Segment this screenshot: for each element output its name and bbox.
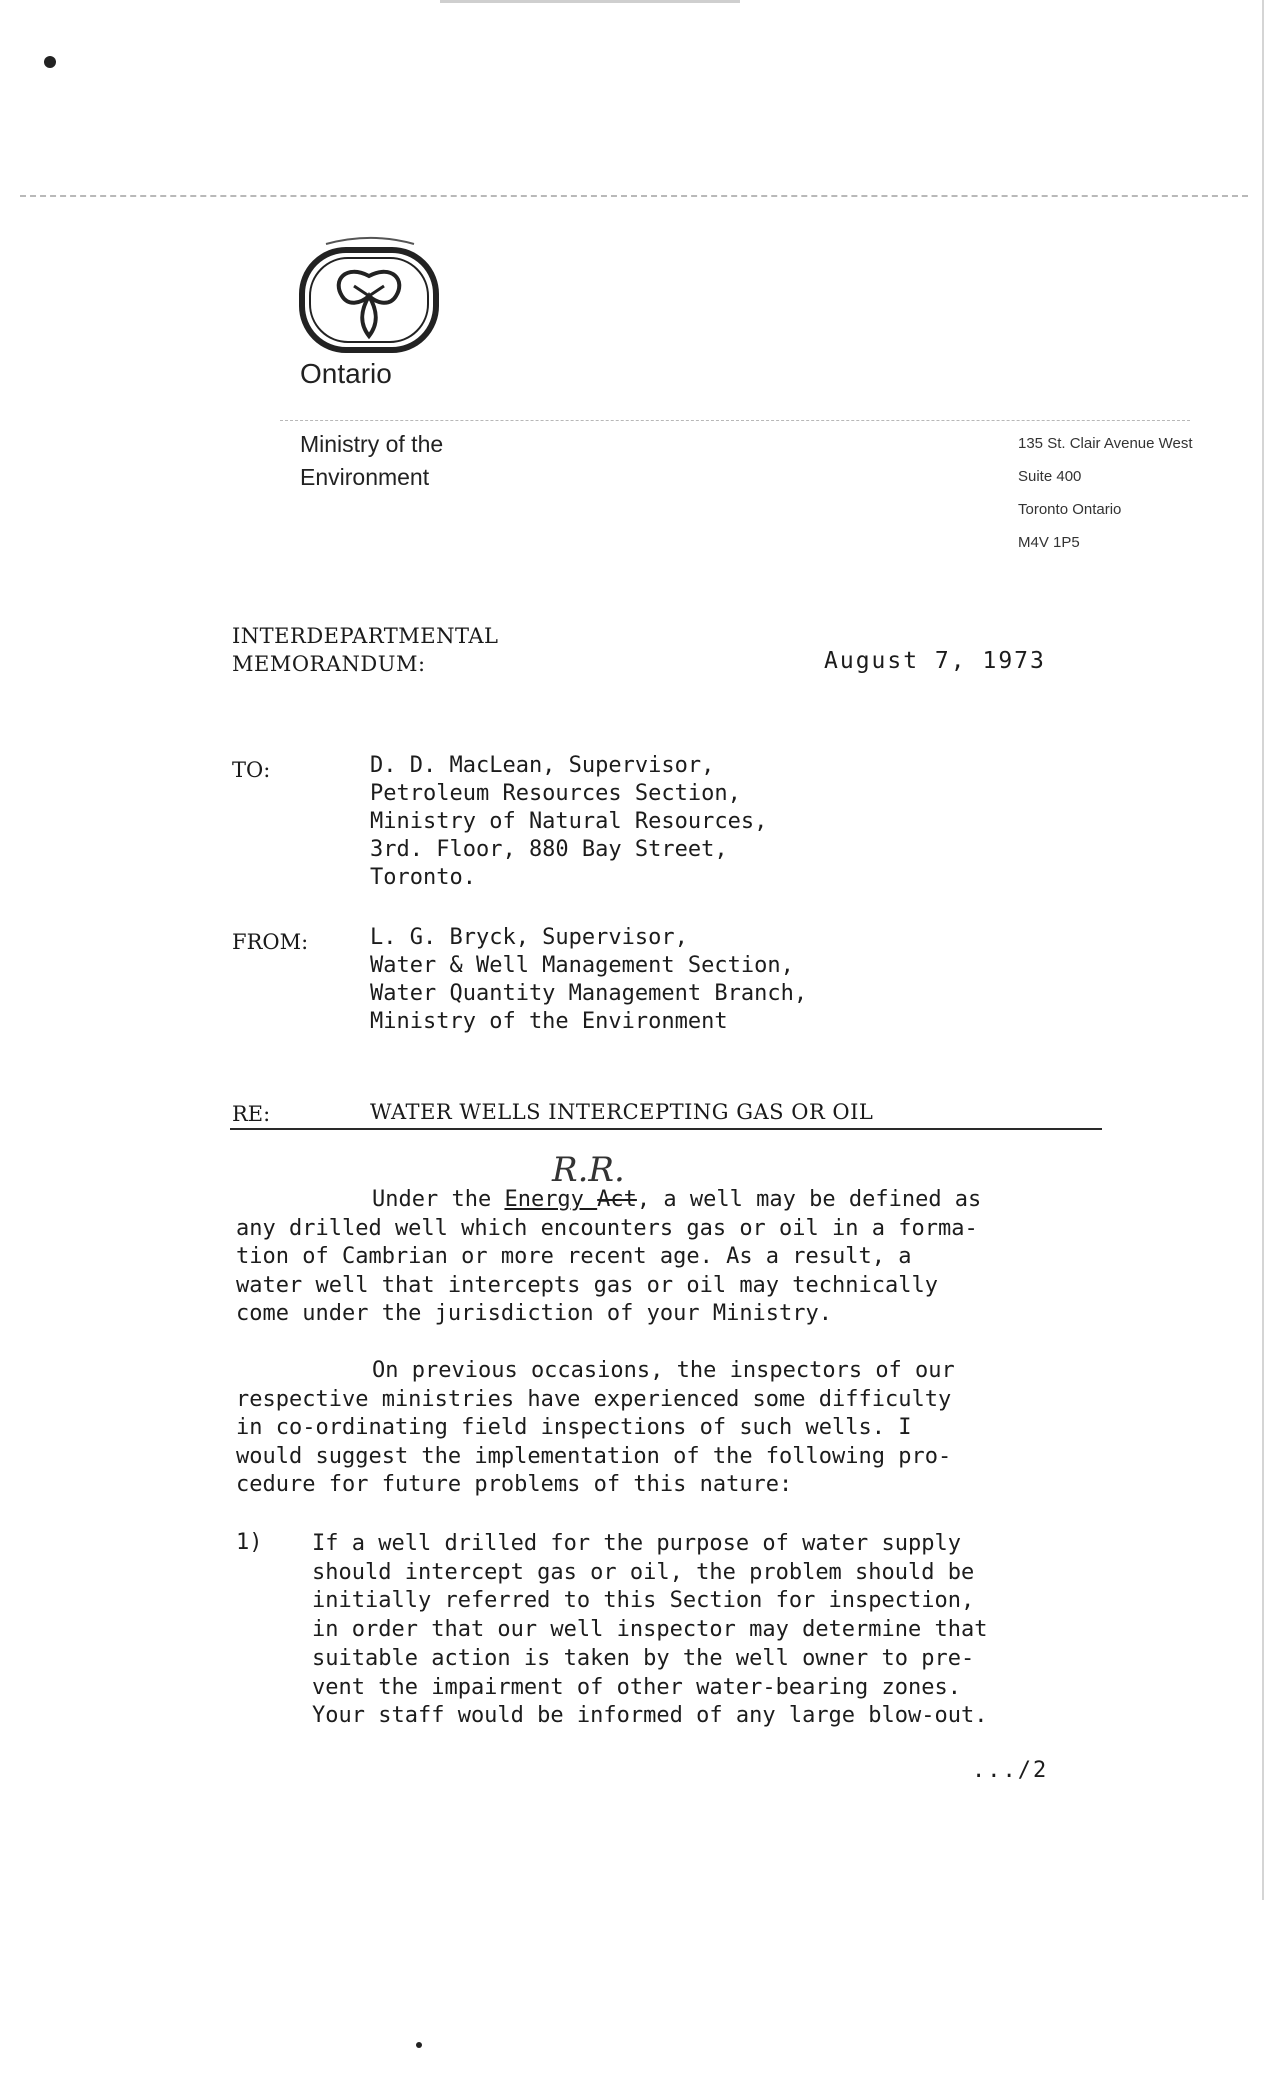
energy-act-struck: Act	[597, 1187, 637, 1212]
re-label: RE:	[232, 1102, 271, 1126]
text-fragment: Under the	[372, 1187, 505, 1212]
from-sender	[370, 924, 1190, 1036]
paragraph-line: suitable action is taken by the well owner to pre-	[312, 1645, 975, 1671]
sender-line: L. G. Bryck, Supervisor,	[370, 925, 688, 950]
from-label: FROM:	[232, 930, 309, 954]
recipient-line: D. D. MacLean, Supervisor,	[370, 753, 715, 778]
ink-speck	[416, 2042, 422, 2048]
to-recipient	[370, 752, 1190, 892]
to-label: TO:	[232, 758, 271, 782]
paragraph-line	[236, 1357, 1136, 1386]
paragraph-line: should intercept gas or oil, the problem should be	[312, 1559, 975, 1585]
address-line: 135 St. Clair Avenue West	[1018, 435, 1193, 452]
ink-speck	[44, 56, 56, 68]
ministry-line: Environment	[300, 464, 430, 490]
memo-title-line: INTERDEPARTMENTAL	[232, 624, 499, 648]
org-name: Ontario	[300, 358, 392, 389]
ontario-trillium-logo	[296, 234, 442, 356]
sender-line: Water & Well Management Section,	[370, 953, 794, 978]
paragraph-line: tion of Cambrian or more recent age. As a result, a	[236, 1244, 912, 1269]
text-fragment: On previous occasions, the inspectors of our	[372, 1358, 955, 1383]
memo-title-line: MEMORANDUM:	[232, 652, 426, 676]
address-line: Suite 400	[1018, 468, 1082, 485]
paragraph-energy-act	[236, 1186, 1136, 1329]
memo-title	[232, 622, 498, 678]
list-item-number: 1)	[236, 1530, 263, 1555]
scan-edge-right	[1262, 0, 1264, 1900]
address-line: M4V 1P5	[1018, 534, 1080, 551]
paragraph-line	[236, 1186, 1136, 1215]
recipient-line: Ministry of Natural Resources,	[370, 809, 768, 834]
letterhead-top-rule	[20, 195, 1248, 197]
recipient-line: Toronto.	[370, 865, 476, 890]
sender-line: Ministry of the Environment	[370, 1009, 728, 1034]
paragraph-line: water well that intercepts gas or oil may technically	[236, 1272, 938, 1298]
ministry-line: Ministry of the	[300, 431, 444, 457]
scan-artifact-top	[440, 0, 740, 3]
address-line: Toronto Ontario	[1018, 501, 1122, 518]
paragraph-line: If a well drilled for the purpose of water supply	[312, 1531, 962, 1556]
paragraph-line: cedure for future problems of this nature:	[236, 1472, 793, 1497]
paragraph-line: initially referred to this Section for inspection,	[312, 1588, 975, 1614]
paragraph-line: any drilled well which encounters gas or oil in a forma-	[236, 1215, 978, 1241]
energy-act-underlined: Energy	[504, 1187, 598, 1212]
paragraph-line: vent the impairment of other water-bearing zones.	[312, 1674, 962, 1700]
recipient-line: Petroleum Resources Section,	[370, 781, 741, 806]
sender-line: Water Quantity Management Branch,	[370, 981, 808, 1006]
paragraph-line: in order that our well inspector may determine that	[312, 1617, 988, 1643]
list-item-procedure-1	[312, 1530, 1152, 1731]
paragraph-procedure	[236, 1357, 1136, 1500]
memo-date: August 7, 1973	[824, 648, 1046, 674]
page-continuation: .../2	[972, 1758, 1049, 1783]
ministry-name	[300, 428, 600, 494]
ministry-address	[1018, 427, 1248, 559]
paragraph-line: would suggest the implementation of the following pro-	[236, 1443, 952, 1469]
text-fragment: , a well may be defined as	[636, 1187, 982, 1212]
recipient-line: 3rd. Floor, 880 Bay Street,	[370, 837, 728, 862]
paragraph-line: come under the jurisdiction of your Ministry.	[236, 1301, 833, 1326]
paragraph-line: Your staff would be informed of any large blow-out.	[312, 1703, 988, 1729]
letterhead-divider	[280, 420, 1190, 421]
paragraph-line: respective ministries have experienced some difficulty	[236, 1386, 952, 1412]
re-underline	[230, 1128, 1102, 1130]
paragraph-line: in co-ordinating field inspections of such wells. I	[236, 1415, 912, 1440]
handwritten-initials: R.R.	[552, 1150, 625, 1190]
re-subject: WATER WELLS INTERCEPTING GAS OR OIL	[370, 1100, 874, 1124]
